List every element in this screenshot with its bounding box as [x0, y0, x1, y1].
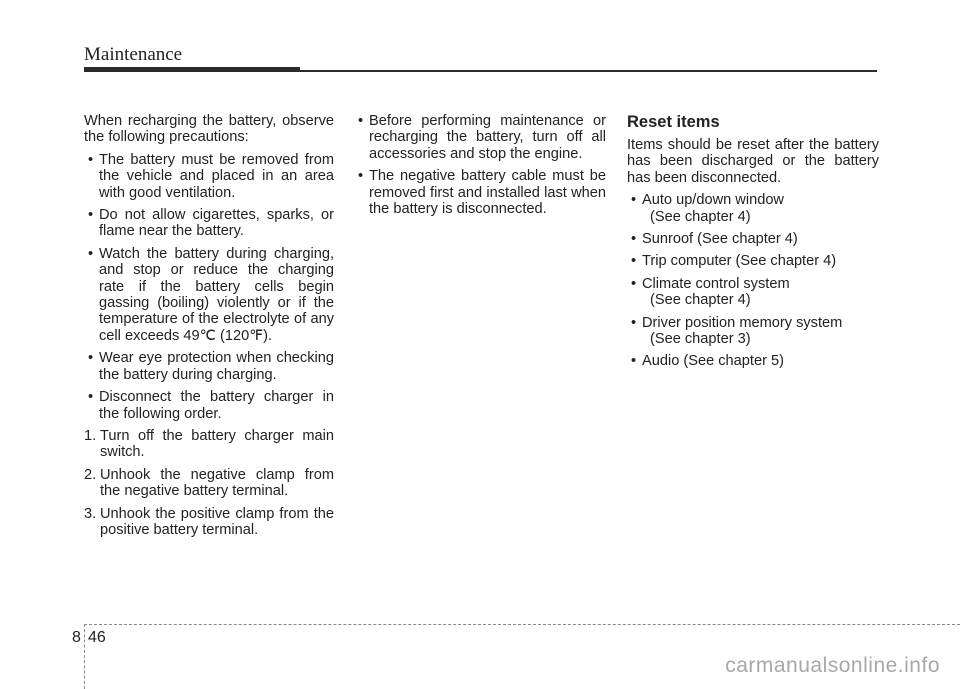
precaution-item: • Watch the battery during charging, and stop or reduce the charging rate if the battery cells begin gassing (boiling) violently or if the temperature of the electrolyte of any cell exceeds 49℃ (120℉).	[84, 246, 334, 344]
page-number: 46	[88, 629, 106, 646]
disconnect-step	[84, 467, 334, 500]
column-middle	[354, 113, 606, 223]
precaution-item: • Before performing maintenance or recharging the battery, turn off all accessories and stop the engine.	[354, 113, 606, 162]
step-text: Turn off the battery charger main switch.	[100, 427, 334, 461]
reset-item	[627, 315, 879, 348]
reset-item-ref: (See chapter 3)	[650, 331, 751, 348]
precaution-item: • Disconnect the battery charger in the following order.	[84, 389, 334, 422]
reset-item	[627, 353, 879, 369]
header-rule-thin	[300, 70, 877, 72]
reset-item-ref: (See chapter 4)	[650, 292, 751, 309]
precaution-item: • Do not allow cigarettes, sparks, or flame near the battery.	[84, 207, 334, 240]
step-number: 1.	[84, 427, 97, 444]
disconnect-step	[84, 506, 334, 539]
column-right	[627, 113, 879, 376]
reset-item-label: Driver position memory system	[642, 314, 843, 331]
step-text: Unhook the positive clamp from the positive battery terminal.	[100, 505, 334, 538]
header-rule-thick	[84, 67, 300, 72]
chapter-number: 8	[72, 629, 81, 646]
site-watermark: carmanualsonline.info	[725, 654, 940, 677]
reset-item-label: Climate control system	[642, 275, 790, 292]
disconnect-step	[84, 428, 334, 461]
reset-item-label: Sunroof (See chapter 4)	[642, 231, 798, 248]
precaution-item: • The negative battery cable must be removed first and installed last when the battery is disconnected.	[354, 168, 606, 217]
footer-vertical-divider	[84, 624, 85, 689]
step-text: Unhook the negative clamp from the negative battery terminal.	[100, 466, 334, 500]
reset-item-label: Audio (See chapter 5)	[642, 353, 784, 370]
intro-paragraph: When recharging the battery, observe the following precautions:	[84, 113, 334, 146]
step-number: 3.	[84, 505, 97, 522]
step-number: 2.	[84, 466, 97, 483]
reset-intro-paragraph: Items should be reset after the battery has been discharged or the battery has been disconnected.	[627, 137, 879, 186]
column-left	[84, 113, 334, 544]
reset-item	[627, 192, 879, 225]
page-header-title: Maintenance	[84, 44, 183, 65]
section-heading: Reset items	[627, 113, 720, 131]
footer-divider	[84, 624, 960, 625]
reset-item-label: Auto up/down window	[642, 192, 784, 209]
reset-item-label: Trip computer (See chapter 4)	[642, 253, 837, 270]
reset-item	[627, 276, 879, 309]
reset-item	[627, 253, 879, 269]
reset-item-ref: (See chapter 4)	[650, 208, 751, 225]
precaution-item: • The battery must be removed from the vehicle and placed in an area with good ventilation.	[84, 152, 334, 201]
precaution-item: • Wear eye protection when checking the battery during charging.	[84, 350, 334, 383]
reset-item	[627, 231, 879, 247]
